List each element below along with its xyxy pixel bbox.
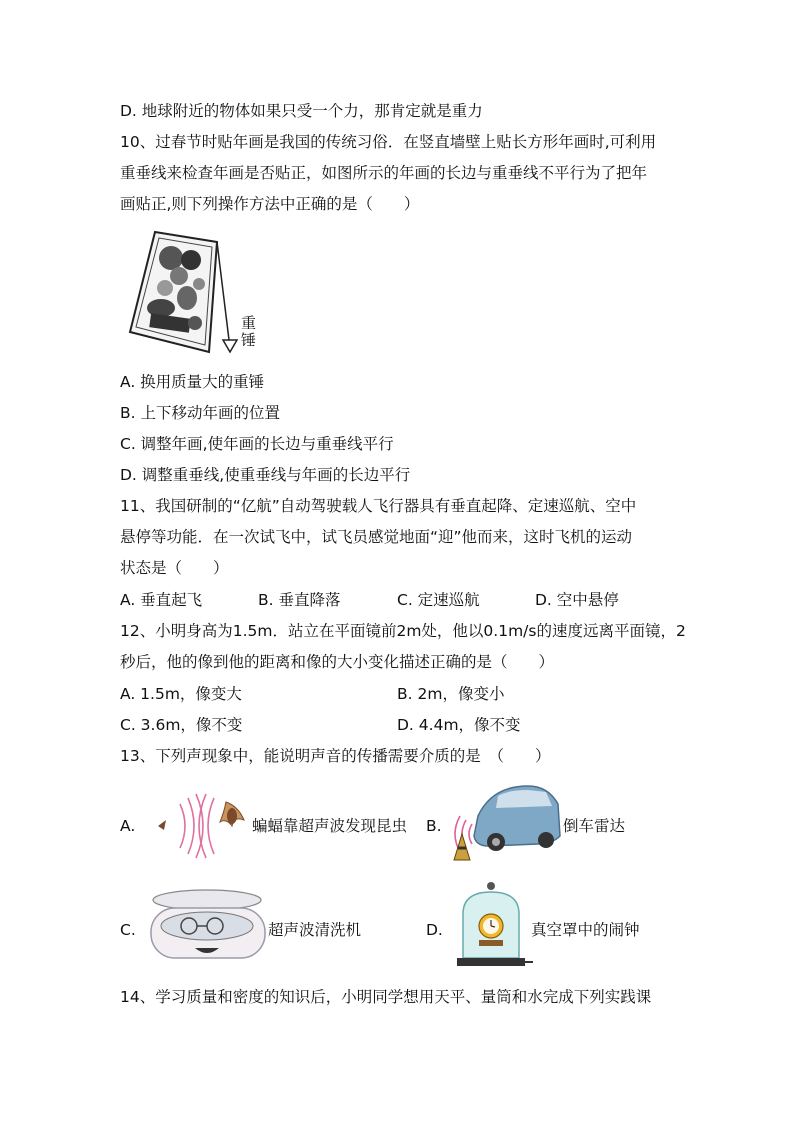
q13-option-c-caption: 超声波清洗机 [268,921,362,939]
q14-text-line-1: 14、学习质量和密度的知识后，小明同学想用天平、量筒和水完成下列实践课 [120,988,652,1006]
q11-text-line-3: 状态是（ ） [120,559,229,577]
q10-text-line-3: 画贴正,则下列操作方法中正确的是（ ） [120,195,420,213]
q10-option-b: B. 上下移动年画的位置 [120,404,280,422]
bell-jar-clock-icon [455,880,535,974]
reversing-car-icon [448,780,566,868]
q11-option-d: D. 空中悬停 [535,591,619,609]
q13-option-d-letter: D. [426,921,443,939]
q13-option-b-caption: 倒车雷达 [563,817,626,835]
q10-text-line-1: 10、过春节时贴年画是我国的传统习俗．在竖直墙壁上贴长方形年画时,可利用 [120,133,657,151]
q10-text-line-2: 重垂线来检查年画是否贴正，如图所示的年画的长边与重垂线不平行为了把年 [120,164,648,182]
q12-option-a: A. 1.5m，像变大 [120,685,242,703]
q9-option-d: D. 地球附近的物体如果只受一个力，那肯定就是重力 [120,102,483,120]
q12-option-d: D. 4.4m，像不变 [397,716,521,734]
q10-option-a: A. 换用质量大的重锤 [120,373,265,391]
q13-option-d-caption: 真空罩中的闹钟 [531,921,640,939]
tilted-picture-icon [130,232,217,352]
plumb-line-icon [217,242,237,352]
q12-option-b: B. 2m，像变小 [397,685,505,703]
q13-question: 13、下列声现象中，能说明声音的传播需要介质的是 （ ） [120,747,551,765]
q12-text-line-1: 12、小明身高为1.5m．站立在平面镜前2m处，他以0.1m/s的速度远离平面镜，2 [120,622,686,640]
q13-option-b-letter: B. [426,817,442,835]
q11-option-c: C. 定速巡航 [397,591,480,609]
q13-option-a-caption: 蝙蝠靠超声波发现昆虫 [252,817,408,835]
q10-option-c: C. 调整年画,使年画的长边与重垂线平行 [120,435,394,453]
q12-text-line-2: 秒后，他的像到他的距离和像的大小变化描述正确的是（ ） [120,653,555,671]
q13-option-c-letter: C. [120,921,136,939]
q13-option-a-letter: A. [120,817,136,835]
bat-insect-icon [150,786,250,866]
q11-option-a: A. 垂直起飞 [120,591,203,609]
q11-text-line-2: 悬停等功能．在一次试飞中，试飞员感觉地面“迎”他而来，这时飞机的运动 [120,528,633,546]
q10-option-d: D. 调整重垂线,使重垂线与年画的长边平行 [120,466,411,484]
q11-option-b: B. 垂直降落 [258,591,341,609]
plumb-label-1: 重 [241,314,257,332]
ultrasonic-cleaner-icon [145,886,270,970]
q11-text-line-1: 11、我国研制的“亿航”自动驾驶载人飞行器具有垂直起降、定速巡航、空中 [120,497,637,515]
plumb-label-2: 锤 [241,331,257,349]
q12-option-c: C. 3.6m，像不变 [120,716,243,734]
